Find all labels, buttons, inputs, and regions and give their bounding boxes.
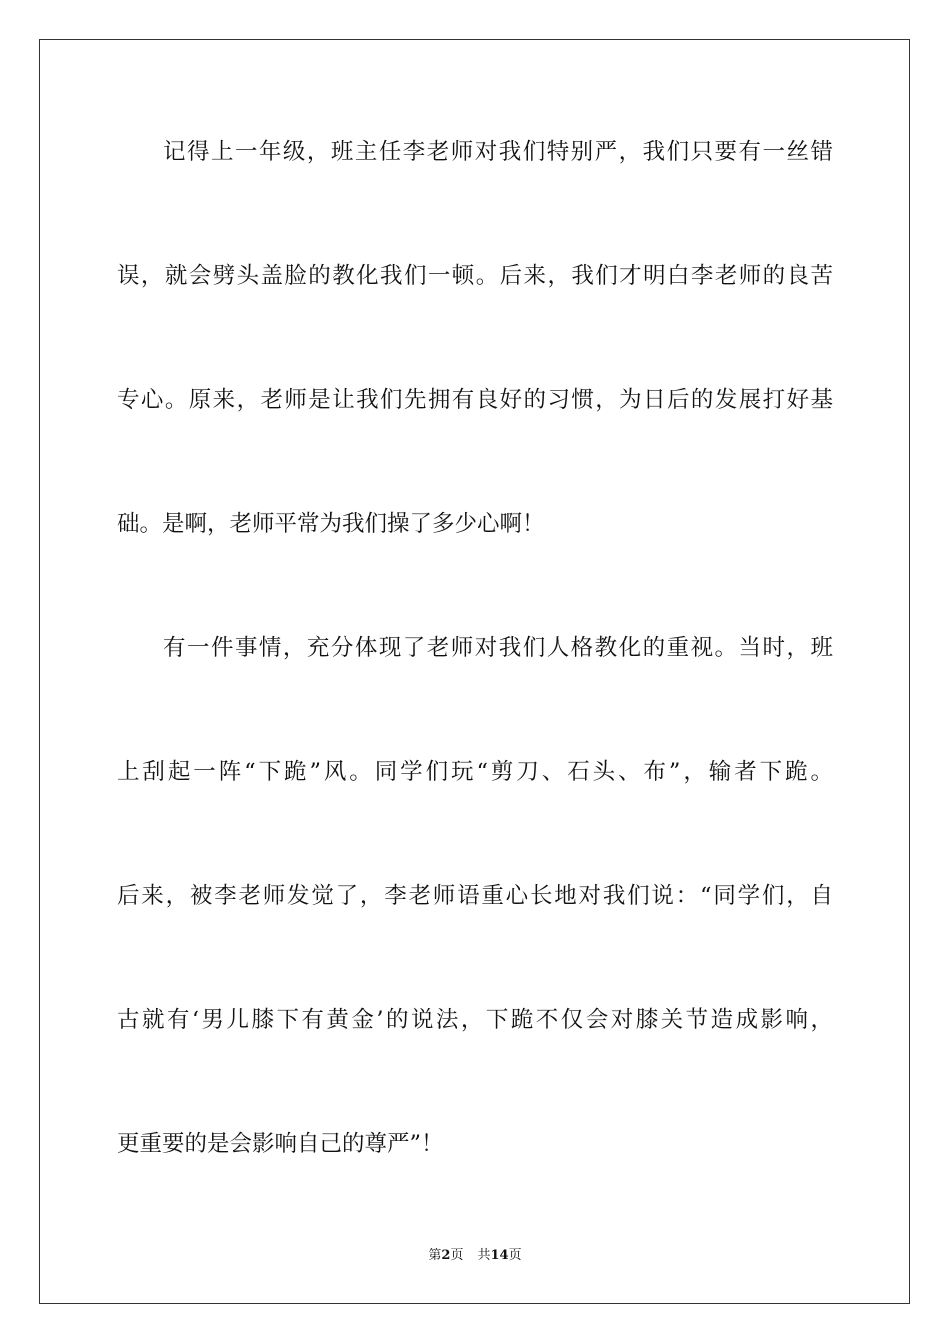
page-suffix: 页: [450, 1248, 464, 1263]
paragraph-1-line-3: 专心。原来，老师是让我们先拥有良好的习惯，为日后的发展打好基: [117, 387, 833, 413]
paragraph-1-line-4: 础。是啊，老师平常为我们操了多少心啊！: [117, 511, 545, 537]
total-pages: 14: [490, 1248, 509, 1263]
paragraph-2-line-1: 有一件事情，充分体现了老师对我们人格教化的重视。当时，班: [163, 635, 833, 661]
paragraph-1-line-2: 误，就会劈头盖脸的教化我们一顿。后来，我们才明白李老师的良苦: [117, 263, 833, 289]
paragraph-2-line-4: 古就有‘男儿膝下有黄金’的说法，下跪不仅会对膝关节造成影响，: [117, 1007, 833, 1033]
page-prefix: 第: [428, 1248, 442, 1263]
paragraph-1-line-1: 记得上一年级，班主任李老师对我们特别严，我们只要有一丝错: [163, 139, 833, 165]
total-suffix: 页: [508, 1248, 522, 1263]
paragraph-2-line-5: 更重要的是会影响自己的尊严”！: [117, 1131, 444, 1157]
page-footer: [0, 1246, 950, 1266]
paragraph-2-line-2: 上刮起一阵“下跪”风。同学们玩“剪刀、石头、布”，输者下跪。: [117, 759, 833, 785]
paragraph-2-line-3: 后来，被李老师发觉了，李老师语重心长地对我们说：“同学们，自: [117, 883, 833, 909]
page-frame: [39, 39, 910, 1304]
total-prefix: 共: [477, 1248, 491, 1263]
page-number: 2: [441, 1248, 451, 1263]
